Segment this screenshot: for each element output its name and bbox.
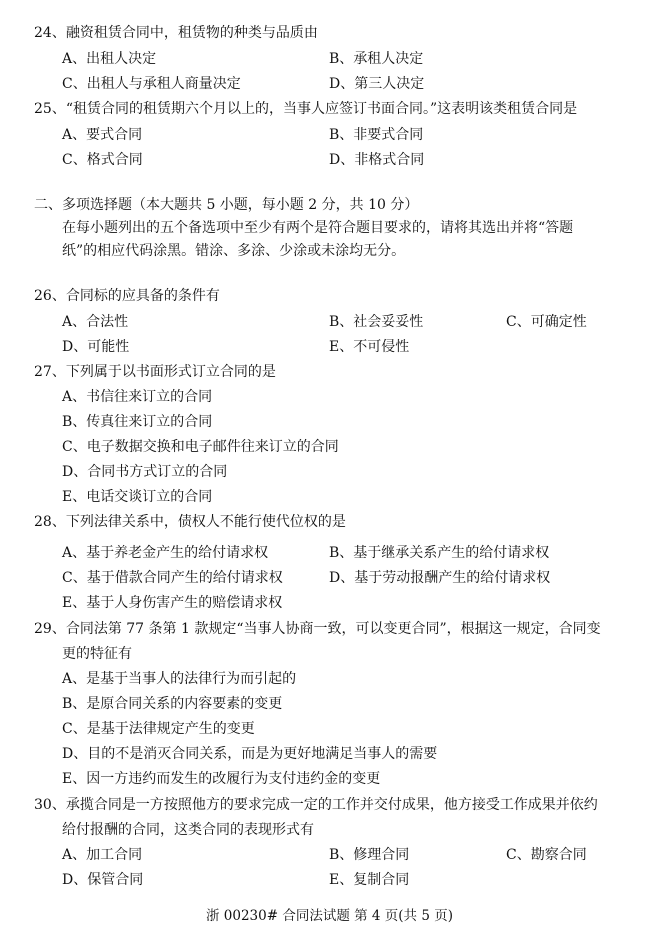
question-26-option-c: C、可确定性 — [506, 314, 587, 330]
question-30-stem-line-2: 给付报酬的合同，这类合同的表现形式有 — [62, 822, 314, 838]
question-29-option-e: E、因一方违约而发生的改履行为支付违约金的变更 — [62, 771, 381, 787]
question-24-option-d: D、第三人决定 — [329, 76, 425, 92]
question-27-option-b: B、传真往来订立的合同 — [62, 414, 213, 430]
question-28-option-c: C、基于借款合同产生的给付请求权 — [62, 570, 283, 586]
question-30-option-c: C、勘察合同 — [506, 847, 587, 863]
question-28-option-d: D、基于劳动报酬产生的给付请求权 — [329, 570, 551, 586]
section-instruction-line-1: 在每小题列出的五个备选项中至少有两个是符合题目要求的，请将其选出并将“答题 — [62, 220, 574, 236]
question-26-option-b: B、社会妥妥性 — [329, 314, 424, 330]
question-26-stem: 26、合同标的应具备的条件有 — [34, 288, 220, 304]
question-28-stem: 28、下列法律关系中，债权人不能行使代位权的是 — [34, 514, 346, 530]
question-24-option-a: A、出租人决定 — [62, 51, 157, 67]
question-27-option-e: E、电话交谈订立的合同 — [62, 489, 213, 505]
question-25-option-b: B、非要式合同 — [329, 127, 424, 143]
question-28-option-a: A、基于养老金产生的给付请求权 — [62, 545, 269, 561]
question-26-option-a: A、合法性 — [62, 314, 129, 330]
question-27-option-d: D、合同书方式订立的合同 — [62, 464, 228, 480]
question-25-option-d: D、非格式合同 — [329, 152, 425, 168]
question-27-option-a: A、书信往来订立的合同 — [62, 389, 213, 405]
question-25-option-a: A、要式合同 — [62, 127, 143, 143]
page-footer: 浙 00230# 合同法试题 第 4 页(共 5 页) — [205, 908, 453, 924]
question-26-option-e: E、不可侵性 — [329, 339, 410, 355]
section-heading: 二、多项选择题（本大题共 5 小题，每小题 2 分，共 10 分） — [34, 197, 419, 213]
question-30-option-d: D、保管合同 — [62, 872, 144, 888]
question-25-stem: 25、“租赁合同的租赁期六个月以上的，当事人应签订书面合同。”这表明该类租赁合同是 — [34, 101, 578, 117]
question-30-option-b: B、修理合同 — [329, 847, 410, 863]
section-instruction-line-2: 纸”的相应代码涂黑。错涂、多涂、少涂或未涂均无分。 — [62, 243, 406, 259]
question-29-option-b: B、是原合同关系的内容要素的变更 — [62, 696, 283, 712]
question-29-option-d: D、目的不是消灭合同关系，而是为更好地满足当事人的需要 — [62, 746, 438, 762]
question-24-option-b: B、承租人决定 — [329, 51, 424, 67]
question-29-stem-line-1: 29、合同法第 77 条第 1 款规定“当事人协商一致，可以变更合同”，根据这一规定，合同变 — [34, 621, 601, 637]
question-28-option-b: B、基于继承关系产生的给付请求权 — [329, 545, 550, 561]
question-29-option-c: C、是基于法律规定产生的变更 — [62, 721, 255, 737]
question-24-stem: 24、融资租赁合同中，租赁物的种类与品质由 — [34, 25, 318, 41]
question-27-option-c: C、电子数据交换和电子邮件往来订立的合同 — [62, 439, 339, 455]
question-26-option-d: D、可能性 — [62, 339, 130, 355]
question-29-option-a: A、是基于当事人的法律行为而引起的 — [62, 671, 297, 687]
question-24-option-c: C、出租人与承租人商量决定 — [62, 76, 241, 92]
question-30-option-a: A、加工合同 — [62, 847, 143, 863]
question-30-option-e: E、复制合同 — [329, 872, 410, 888]
question-29-stem-line-2: 更的特征有 — [62, 646, 132, 662]
question-27-stem: 27、下列属于以书面形式订立合同的是 — [34, 364, 276, 380]
question-30-stem-line-1: 30、承揽合同是一方按照他方的要求完成一定的工作并交付成果，他方接受工作成果并依约 — [34, 797, 598, 813]
question-28-option-e: E、基于人身伤害产生的赔偿请求权 — [62, 595, 283, 611]
question-25-option-c: C、格式合同 — [62, 152, 143, 168]
